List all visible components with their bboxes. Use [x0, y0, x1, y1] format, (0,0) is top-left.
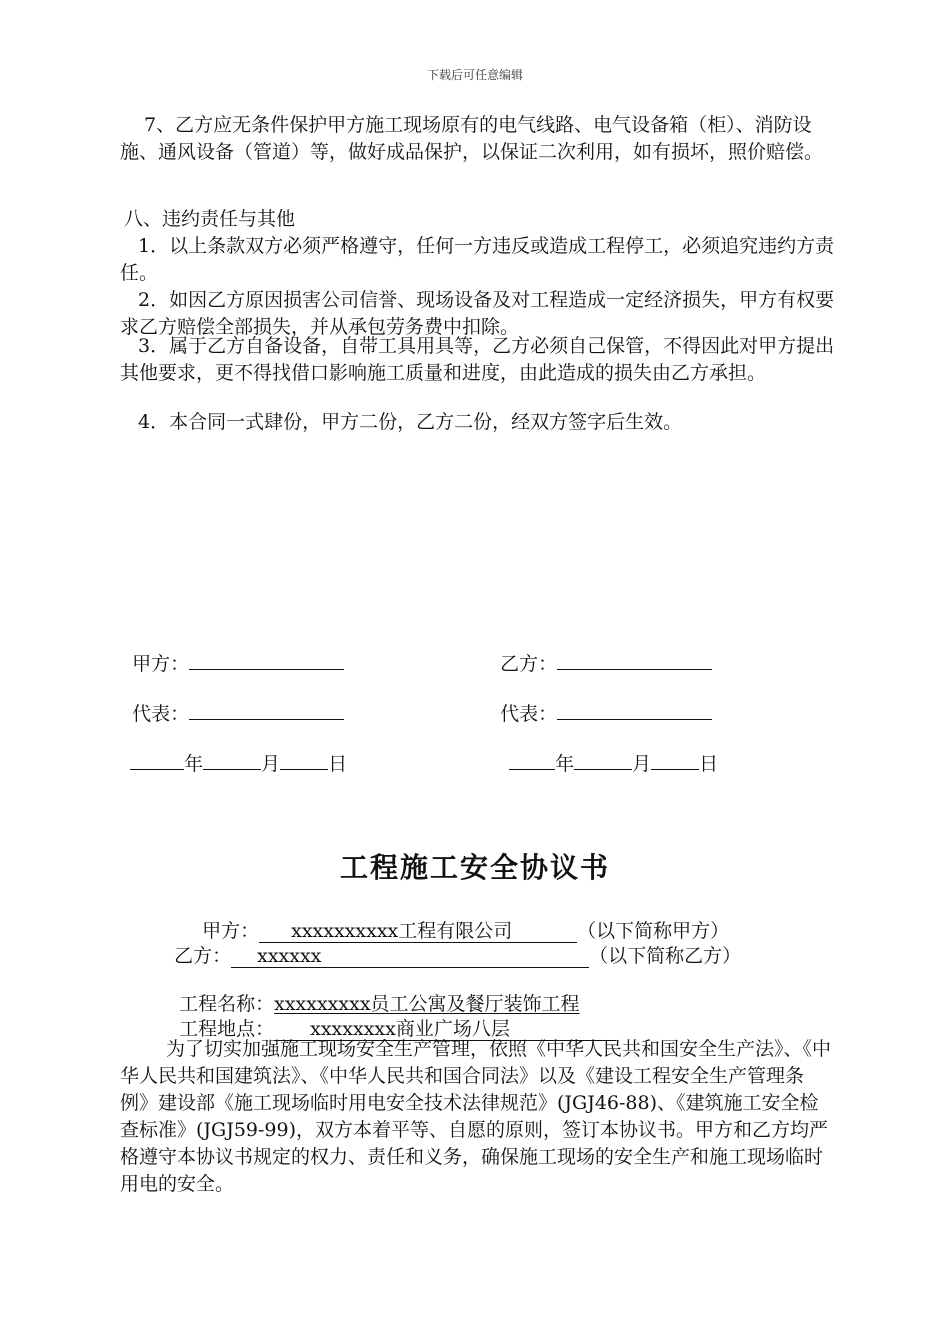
date-a-month-blank[interactable] [203, 749, 261, 770]
date-b-year-label: 年 [555, 753, 575, 775]
sign-rep-a-label: 代表： [132, 703, 190, 725]
date-a-day-label: 日 [328, 753, 348, 775]
clause-8-4: 4．本合同一式肆份，甲方二份，乙方二份，经双方签字后生效。 [138, 411, 683, 433]
date-a-year-label: 年 [184, 753, 204, 775]
agreement-party-b-label: 乙方： [174, 945, 232, 967]
project-site [167, 989, 616, 1043]
date-a-month-label: 月 [261, 753, 281, 775]
date-a-year-blank[interactable] [130, 749, 184, 770]
sign-rep-b [488, 672, 712, 728]
clause-8-2: 2．如因乙方原因损害公司信誉、现场设备及对工程造成一定经济损失，甲方有权要求乙方赔偿全部损失，并从承包劳务费中扣除。 [120, 289, 835, 338]
project-name-value: xxxxxxxxx员工公寓及餐厅装饰工程 [274, 993, 580, 1015]
project-site-value: xxxxxxxx商业广场八层 [274, 1018, 616, 1041]
date-b-year-blank[interactable] [509, 749, 555, 770]
clause-8-3: 3．属于乙方自备设备，自带工具用具等，乙方必须自己保管，不得因此对甲方提出其他要求，更不得找借口影响施工质量和进度，由此造成的损失由乙方承担。 [120, 335, 835, 384]
project-site-label: 工程地点： [179, 1018, 275, 1040]
section-8-heading: 八、违约责任与其他 [124, 208, 296, 230]
date-a-day-blank[interactable] [280, 749, 328, 770]
date-b-day-label: 日 [699, 753, 719, 775]
sign-party-b-label: 乙方： [500, 653, 558, 675]
agreement-party-a-value: xxxxxxxxxx工程有限公司 [259, 920, 577, 943]
agreement-party-a-note: （以下简称甲方） [577, 920, 730, 942]
agreement-party-a-label: 甲方： [202, 920, 260, 942]
sign-rep-b-label: 代表： [500, 703, 558, 725]
header-note: 下载后可任意编辑 [426, 68, 523, 82]
agreement-intro: 为了切实加强施工现场安全生产管理，依照《中华人民共和国安全生产法》、《中华人民共和国建筑法》、《中华人民共和国合同法》以及《建设工程安全生产管理条例》建设部《施工现场临时用电安全技术法律规范》(JGJ46-88)、《建筑施工安全检查标准》(JGJ59-99)，双方本着平等、自愿的原则，签订本协议书。甲方和乙方均严格遵守本协议书规定的权力、责任和义务，确保施工现场的安全生产和施工现场临时用电的安全。 [120, 1038, 832, 1195]
sign-party-b [488, 622, 712, 678]
sign-rep-b-blank[interactable] [557, 699, 712, 720]
sign-party-a-label: 甲方： [132, 653, 190, 675]
sign-party-a-blank[interactable] [189, 649, 344, 670]
sign-date-b [497, 722, 718, 778]
clause-8-1: 1．以上条款双方必须严格遵守，任何一方违反或造成工程停工，必须追究违约方责任。 [120, 235, 835, 284]
project-name-label: 工程名称： [179, 993, 275, 1015]
sign-rep-a [120, 672, 344, 728]
date-b-month-label: 月 [632, 753, 652, 775]
sign-party-b-blank[interactable] [557, 649, 712, 670]
sign-rep-a-blank[interactable] [189, 699, 344, 720]
agreement-party-b-value: xxxxxx [231, 945, 589, 968]
agreement-title: 工程施工安全协议书 [339, 851, 610, 884]
agreement-party-b [162, 916, 741, 970]
sign-date-a [118, 722, 347, 778]
agreement-party-b-note: （以下简称乙方） [589, 945, 742, 967]
date-b-day-blank[interactable] [651, 749, 699, 770]
date-b-month-blank[interactable] [574, 749, 632, 770]
clause-7: 7、乙方应无条件保护甲方施工现场原有的电气线路、电气设备箱（柜）、消防设施、通风设备（管道）等，做好成品保护，以保证二次利用，如有损坏，照价赔偿。 [120, 114, 824, 163]
sign-party-a [120, 622, 344, 678]
